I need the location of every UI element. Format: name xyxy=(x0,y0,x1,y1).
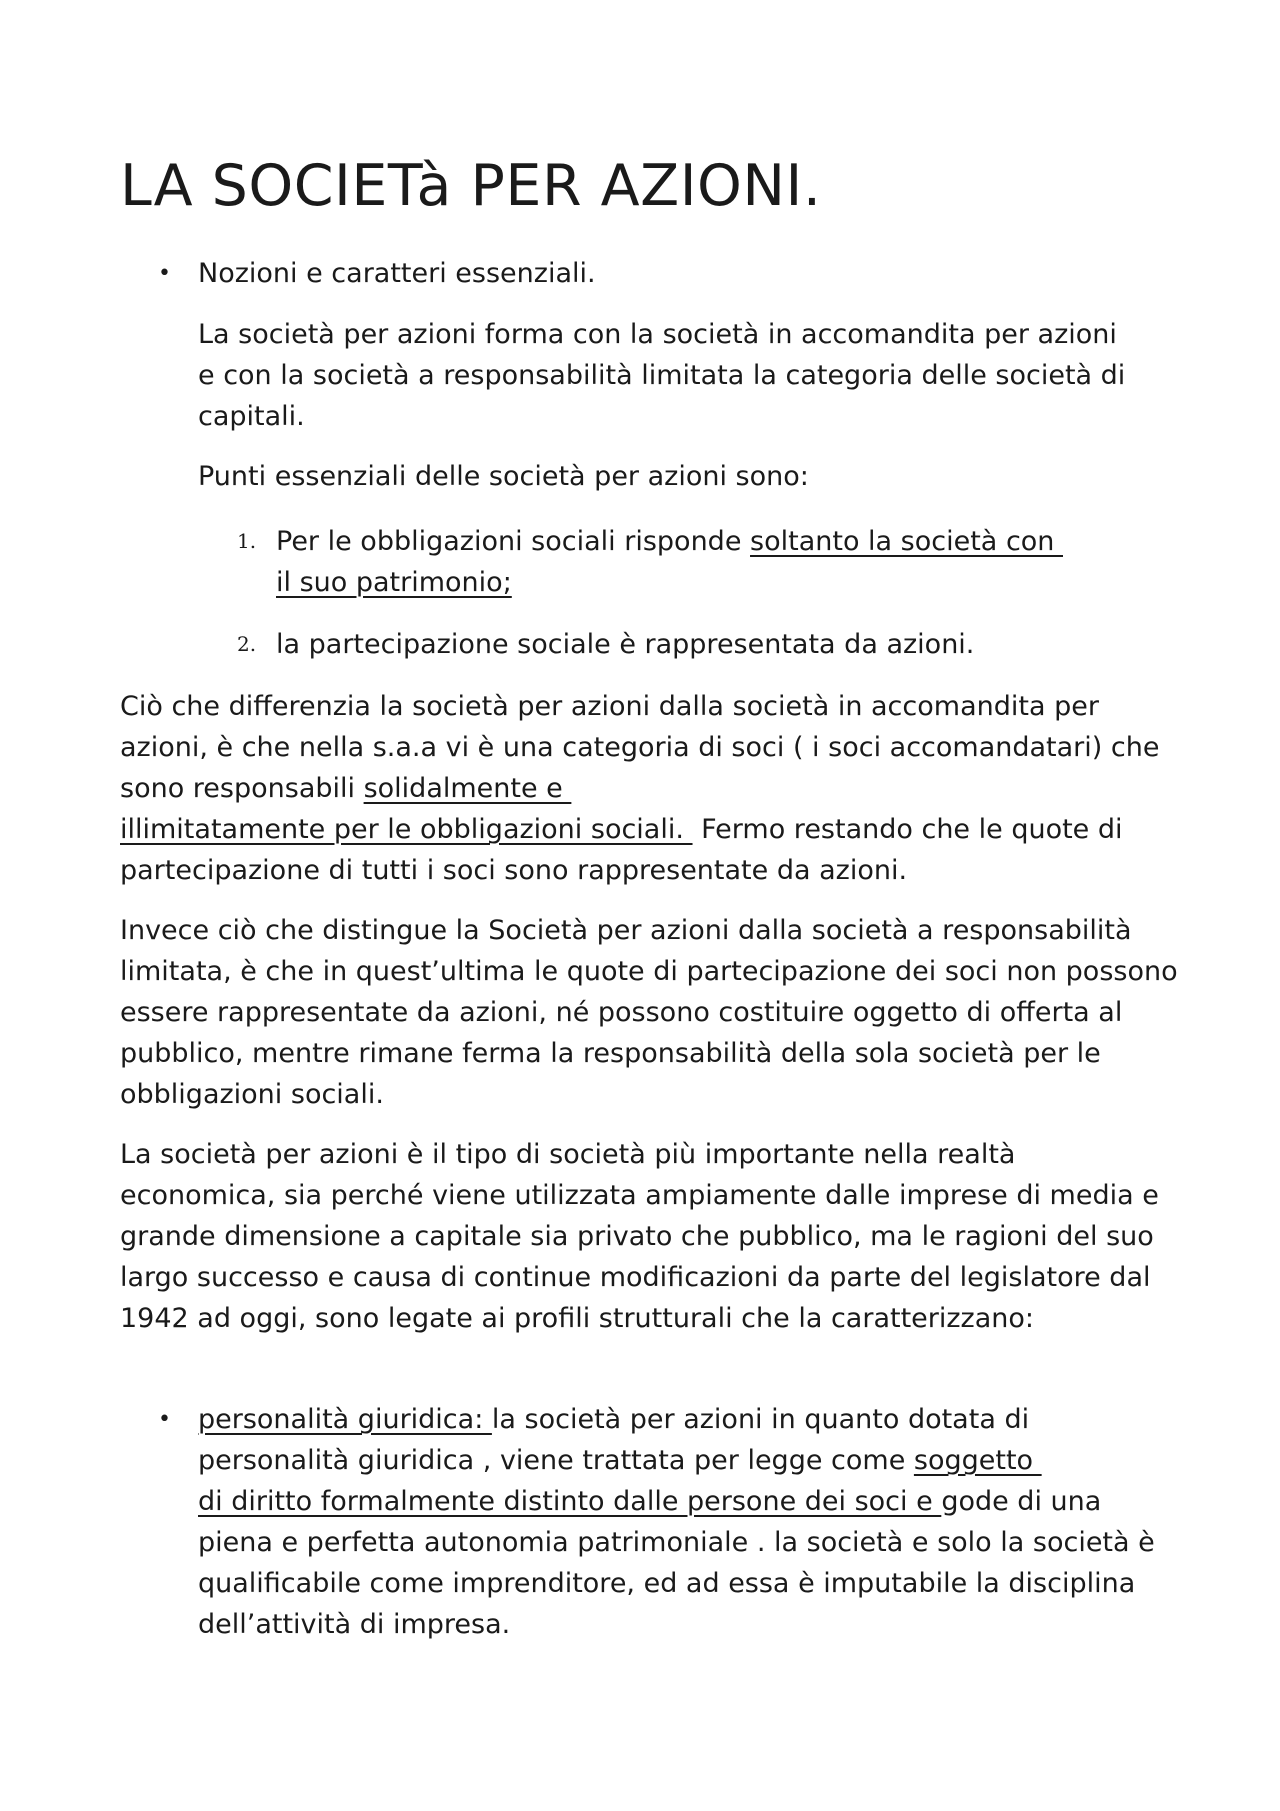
section-heading xyxy=(198,253,1158,294)
paragraph-differences-srl xyxy=(120,910,1190,1115)
list-number-1: 1. xyxy=(237,529,257,553)
list-item-1 xyxy=(276,521,1196,603)
paragraph-intro xyxy=(198,314,1138,437)
paragraph-text: Fermo restando che le quote di partecipazione di tutti i soci sono rappresentate da azioni. xyxy=(120,814,1123,886)
paragraph-intro-text: La società per azioni forma con la società in accomandita per azioni e con la società a responsabilità limitata la categoria delle società di capitali. xyxy=(198,319,1126,432)
underlined-phrase: il suo patrimonio; xyxy=(276,567,512,598)
term-personalita: personalità giuridica: xyxy=(198,1404,492,1435)
list-item-1-text: Per le obbligazioni sociali risponde xyxy=(276,526,751,557)
paragraph-text: Invece ciò che distingue la Società per azioni dalla società a responsabilità limitata, è che in quest’ultima le quote di partecipazione dei soci non possono essere rappresentate da azioni, né possono costituire oggetto di offerta al pubblico, mentre rimane ferma la responsabilità della sola società per le obbligazioni sociali. xyxy=(120,915,1178,1110)
paragraph-importance xyxy=(120,1134,1170,1339)
paragraph-differences-saa xyxy=(120,686,1180,891)
list-item-2-text: la partecipazione sociale è rappresentata da azioni. xyxy=(276,629,975,660)
bullet-icon: • xyxy=(158,261,171,286)
paragraph-text: gode di una piena e perfetta autonomia patrimoniale . la società e solo la società è qualificabile come imprenditore, ed ad essa è imputabile la disciplina dell’attività di impresa. xyxy=(198,1486,1155,1640)
underlined-phrase: solidalmente e xyxy=(363,773,572,804)
section-heading-text: Nozioni e caratteri essenziali. xyxy=(198,258,596,289)
list-item-personalita xyxy=(198,1399,1158,1645)
underlined-phrase: soltanto la società con xyxy=(750,526,1063,557)
list-item-2 xyxy=(276,624,1196,665)
bullet-icon: • xyxy=(158,1407,171,1432)
paragraph-text: la società per azioni in quanto dotata di personalità giuridica , viene trattata per legge come xyxy=(198,1404,1030,1476)
underlined-phrase: illimitatamente per le obbligazioni sociali. xyxy=(120,814,693,845)
underlined-phrase: di diritto formalmente distinto dalle persone dei soci e xyxy=(198,1486,942,1517)
underlined-phrase: soggetto xyxy=(913,1445,1042,1476)
page-title: LA SOCIETà PER AZIONI. xyxy=(120,153,822,219)
list-number-2: 2. xyxy=(237,632,257,656)
paragraph-text: La società per azioni è il tipo di società più importante nella realtà economica, sia perché viene utilizzata ampiamente dalle imprese di media e grande dimensione a capitale sia privato che pubblico, ma le ragioni del suo largo successo e causa di continue modificazioni da parte del legislatore dal 1942 ad oggi, sono legate ai profili strutturali che la caratterizzano: xyxy=(120,1139,1159,1334)
paragraph-points-intro xyxy=(198,456,1158,497)
paragraph-points-intro-text: Punti essenziali delle società per azioni sono: xyxy=(198,461,809,492)
paragraph-text: Ciò che differenzia la società per azioni dalla società in accomandita per azioni, è che nella s.a.a vi è una categoria di soci ( i soci accomandatari) che sono responsabili xyxy=(120,691,1160,804)
